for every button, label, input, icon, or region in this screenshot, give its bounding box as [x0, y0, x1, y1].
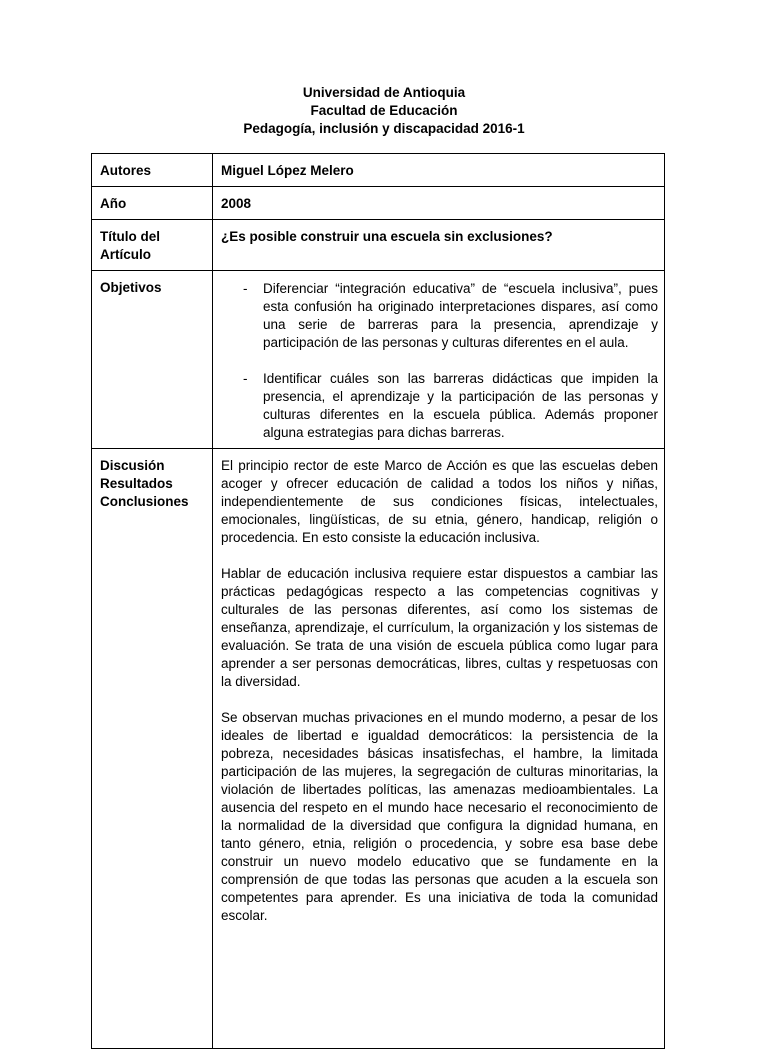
label-discusion-line3: Conclusiones: [100, 494, 189, 509]
dash-bullet: -: [243, 281, 248, 296]
row-titulo: [92, 220, 665, 271]
paragraph: El principio rector de este Marco de Acción es que las escuelas deben acoger y ofrecer educación de calidad a todos los niños y niñas, independientemente de sus condiciones físicas, intelectuales, emocionales, lingüísticas, de su etnia, género, handicap, religión o procedencia. En esto consiste la educación inclusiva.: [221, 458, 658, 545]
faculty-name: Facultad de Educación: [310, 103, 458, 118]
course-name: Pedagogía, inclusión y discapacidad 2016-1: [243, 121, 525, 136]
label-autores: Autores: [92, 154, 213, 187]
objective-text: Identificar cuáles son las barreras didácticas que impiden la presencia, el aprendizaje y la participación de las personas y culturas diferentes en la escuela pública. Además proponer alguna estrategias para dichas barreras.: [263, 371, 658, 440]
objective-text: Diferenciar “integración educativa” de “escuela inclusiva”, pues esta confusión ha originado interpretaciones dispares, así como una serie de barreras para la presencia, aprendizaje y participación de las personas y culturas diferentes en el aula.: [263, 281, 658, 350]
paragraph: Hablar de educación inclusiva requiere estar dispuestos a cambiar las prácticas pedagógicas respecto a las competencias cognitivas y culturales de las personas diferentes, así como los sistemas de enseñanza, aprendizaje, el currículum, la organización y los sistemas de evaluación. Se trata de una visión de escuela pública como lugar para aprender a ser personas democráticas, libres, cultas y respetuosas con la diversidad.: [221, 566, 658, 689]
label-discusion: [92, 449, 213, 1049]
label-discusion-line1: Discusión: [100, 458, 165, 473]
label-objetivos: Objetivos: [92, 271, 213, 449]
list-item: [221, 370, 658, 442]
label-titulo-line1: Título del: [100, 229, 160, 244]
value-objetivos: [213, 271, 665, 449]
document-header: [0, 84, 768, 138]
university-name: Universidad de Antioquia: [302, 85, 466, 100]
value-discusion: [213, 449, 665, 1049]
label-anio: Año: [92, 187, 213, 220]
list-item: [221, 280, 658, 352]
value-titulo: ¿Es posible construir una escuela sin exclusiones?: [213, 220, 665, 271]
dash-bullet: -: [243, 371, 248, 386]
value-anio: 2008: [213, 187, 665, 220]
paragraph: Se observan muchas privaciones en el mundo moderno, a pesar de los ideales de libertad e igualdad democráticos: la persistencia de la pobreza, necesidades básicas insatisfechas, el hambre, la limitada participación de las mujeres, la segregación de culturas minoritarias, la violación de libertades políticas, las amenazas medioambientales. La ausencia del respeto en el mundo hace necesario el reconocimiento de la normalidad de la diversidad que configura la dignidad humana, en tanto género, etnia, religión o procedencia, y sobre esa base debe construir un nuevo modelo educativo que se fundamente en la comprensión de que todas las personas que acuden a la escuela son competentes para aprender. Es una iniciativa de toda la comunidad escolar.: [221, 710, 658, 923]
row-discusion: [92, 449, 665, 1049]
row-objetivos: [92, 271, 665, 449]
value-autores: Miguel López Melero: [213, 154, 665, 187]
label-discusion-line2: Resultados: [100, 476, 173, 491]
label-titulo-line2: Artículo: [100, 247, 152, 262]
article-summary-table: [91, 153, 665, 1049]
label-titulo: [92, 220, 213, 271]
row-anio: [92, 187, 665, 220]
objectives-list: [221, 280, 658, 442]
row-autores: [92, 154, 665, 187]
